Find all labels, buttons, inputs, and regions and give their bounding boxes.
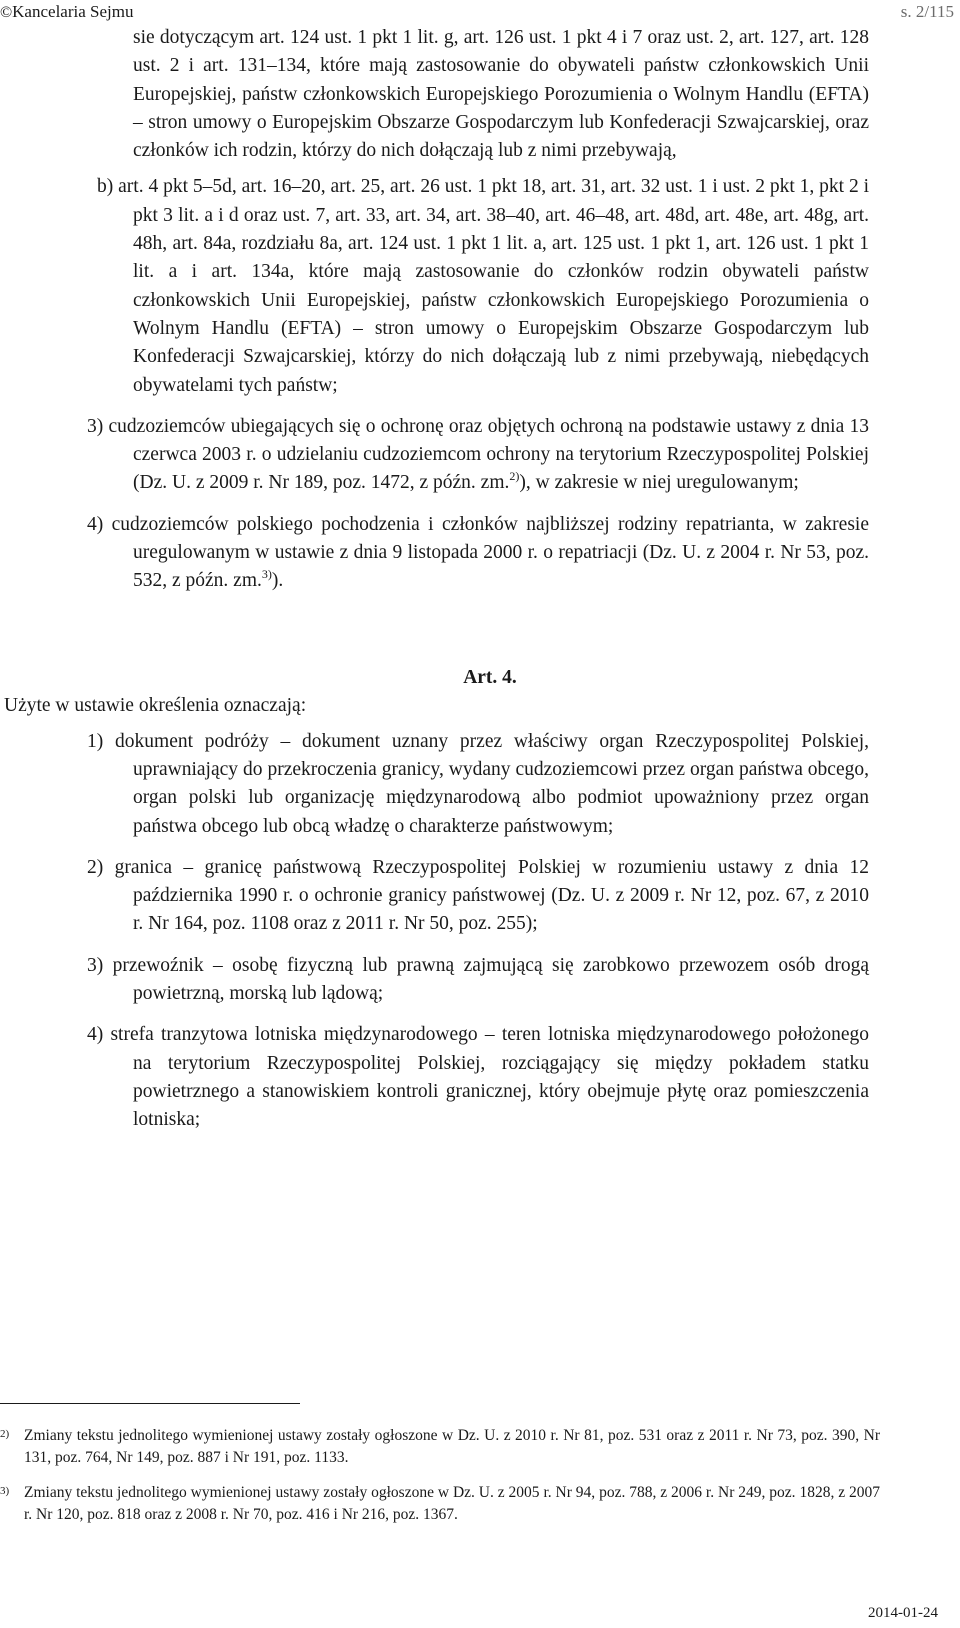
header-source-label: Kancelaria Sejmu [12, 2, 134, 21]
item-3 [87, 413, 869, 498]
footnote [0, 1425, 880, 1469]
item-4-footnote-ref: 3) [261, 567, 272, 582]
definition-item: 2) granica – granicę państwową Rzeczypospolitej Polskiej w rozumieniu ustawy z dnia 12 października 1990 r. o ochronie granicy państwowej (Dz. U. z 2009 r. Nr 12, poz. 67, z 2010 r. Nr 164, poz. 1108 oraz z 2011 r. Nr 50, poz. 255); [87, 856, 869, 935]
document-body [0, 24, 960, 1135]
definition-item: 1) dokument podróży – dokument uznany przez właściwy organ Rzeczypospolitej Polskiej, uprawniający do przekroczenia granicy, wydany cudzoziemcowi przez organ państwa obcego, organ polski lub organizację międzynarodową albo podmiot upoważniony przez organ państwa obcego lub obcą władzę o charakterze państwowym; [87, 730, 869, 837]
paragraph-a-continuation: sie dotyczącym art. 124 ust. 1 pkt 1 lit. g, art. 126 ust. 1 pkt 4 i 7 oraz ust. 2, art. 127, art. 128 ust. 2 i art. 131–134, które mają zastosowanie do obywateli państw członkowskich Unii Europejskiej, państw członkowskich Europejskiego Porozumienia o Wolnym Handlu (EFTA) – stron umowy o Europejskim Obszarze Gospodarczym lub Konfederacji Szwajcarskiej, oraz członków ich rodzin, którzy do nich dołączają lub z nimi przebywają, [133, 27, 869, 162]
footnote-separator [0, 1403, 300, 1404]
footnote [0, 1482, 880, 1526]
item-3-tail: ), w zakresie w niej uregulowanym; [519, 472, 799, 494]
item-4-text: 4) cudzoziemców polskiego pochodzenia i członków najbliższej rodziny repatrianta, w zakresie uregulowanym w ustawie z dnia 9 listopada 2000 r. o repatriacji (Dz. U. z 2004 r. Nr 53, poz. 532, z późn. zm. [87, 513, 869, 592]
item-4-tail: ). [271, 570, 284, 592]
page-number: s. 2/115 [900, 2, 954, 21]
article-intro: Użyte w ustawie określenia oznaczają: [4, 694, 307, 716]
header-source [0, 2, 133, 23]
definition-item: 3) przewoźnik – osobę fizyczną lub prawną zajmującą się zarobkowo przewozem osób drogą powietrzną, morską lub lądową; [87, 954, 869, 1005]
copyright-icon: © [0, 4, 13, 21]
footer-date: 2014-01-24 [868, 1605, 938, 1621]
article-heading: Art. 4. [463, 666, 517, 688]
footnote-text: Zmiany tekstu jednolitego wymienionej ustawy zostały ogłoszone w Dz. U. z 2010 r. Nr 81, poz. 531 oraz z 2011 r. Nr 73, poz. 390, Nr 131, poz. 764, Nr 149, poz. 887 i Nr 191, poz. 1133. [24, 1427, 880, 1466]
footnotes [0, 1425, 880, 1539]
footnote-mark: 2) [0, 1428, 10, 1440]
footnote-text: Zmiany tekstu jednolitego wymienionej ustawy zostały ogłoszone w Dz. U. z 2005 r. Nr 94, poz. 788, z 2006 r. Nr 249, poz. 1828, z 2007 r. Nr 120, poz. 818 oraz z 2008 r. Nr 70, poz. 416 i Nr 216, poz. 1367. [24, 1484, 880, 1523]
item-3-text: 3) cudzoziemców ubiegających się o ochronę oraz objętych ochroną na podstawie ustawy z dnia 13 czerwca 2003 r. o udzielaniu cudzoziemcom ochrony na terytorium Rzeczypospolitej Polskiej (Dz. U. z 2009 r. Nr 189, poz. 1472, z późn. zm. [87, 415, 869, 494]
item-4 [87, 511, 869, 596]
footnote-mark: 3) [0, 1485, 10, 1497]
item-3-footnote-ref: 2) [509, 469, 520, 484]
paragraph-b: b) art. 4 pkt 5–5d, art. 16–20, art. 25, art. 26 ust. 1 pkt 18, art. 31, art. 32 ust. 1 i ust. 2 pkt 1, pkt 2 i pkt 3 lit. a i d oraz ust. 7, art. 33, art. 34, art. 38–40, art. 46–48, art. 48d, art. 48e, art. 48g, art. 48h, art. 84a, rozdziału 8a, art. 124 ust. 1 pkt 1 lit. a, art. 125 ust. 1 pkt 1, art. 126 ust. 1 pkt 1 lit. a i art. 134a, które mają zastosowanie do członków rodzin obywateli państw członkowskich Unii Europejskiej, państw członkowskich Europejskiego Porozumienia o Wolnym Handlu (EFTA) – stron umowy o Europejskim Obszarze Gospodarczym lub Konfederacji Szwajcarskiej, którzy do nich dołączają lub z nimi przebywają, niebędących obywatelami tych państw; [97, 176, 869, 396]
definition-item: 4) strefa tranzytowa lotniska międzynarodowego – teren lotniska międzynarodowego położonego na terytorium Rzeczypospolitej Polskiej, rozciągający się między pokładem statku powietrznego a stanowiskiem kontroli granicznej, który obejmuje płytę oraz pomieszczenia lotniska; [87, 1024, 869, 1131]
page-header [0, 2, 954, 24]
